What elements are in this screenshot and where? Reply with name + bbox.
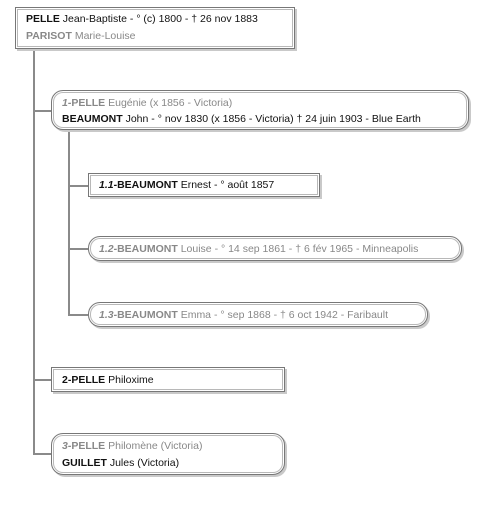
number: 2- — [62, 374, 72, 386]
surname: BEAUMONT — [62, 113, 123, 125]
grandchild-1-2-person — [99, 243, 418, 255]
child-1-couple-box[interactable] — [51, 90, 469, 130]
given-name: Ernest — [180, 179, 212, 191]
child-2-box[interactable] — [51, 367, 285, 392]
given-name: Marie-Louise — [74, 30, 136, 42]
number: 1.2- — [99, 243, 118, 255]
given-name: Philomène — [108, 440, 158, 452]
connector-grandchild-2 — [68, 248, 88, 250]
surname: PARISOT — [26, 30, 72, 42]
surname: PELLE — [26, 13, 60, 25]
child-3-person-1 — [62, 440, 202, 452]
connector-grandchild-3 — [68, 314, 88, 316]
grandchild-1-1-person — [99, 179, 274, 191]
connector-child-1 — [33, 110, 51, 112]
details: - ° nov 1830 (x 1856 - Victoria) † 24 juin 1903 - Blue Earth — [151, 113, 421, 125]
surname: PELLE — [71, 440, 106, 452]
number: 3- — [62, 440, 72, 452]
details: - ° août 1857 — [213, 179, 275, 191]
surname: BEAUMONT — [117, 309, 178, 321]
details: (Victoria) — [160, 440, 203, 452]
child-3-couple-box[interactable] — [51, 433, 285, 475]
child-3-person-2 — [62, 457, 179, 469]
child-2-person — [62, 374, 154, 386]
root-couple-box[interactable] — [15, 7, 295, 49]
connector-grandchild-1 — [68, 185, 88, 187]
details: (x 1856 - Victoria) — [149, 97, 233, 109]
root-person-2 — [26, 30, 136, 42]
connector-child-2 — [33, 379, 51, 381]
surname: PELLE — [71, 97, 106, 109]
given-name: John — [125, 113, 149, 125]
grandchild-1-2-box[interactable] — [88, 236, 462, 261]
surname: PELLE — [71, 374, 106, 386]
surname: BEAUMONT — [117, 179, 178, 191]
given-name: Eugénie — [108, 97, 147, 109]
given-name: Jean-Baptiste — [62, 13, 127, 25]
number: 1.1- — [99, 179, 118, 191]
details: - ° 14 sep 1861 - † 6 fév 1965 - Minneapolis — [214, 243, 419, 255]
number: 1.3- — [99, 309, 118, 321]
connector-child-3 — [33, 453, 51, 455]
given-name: Louise — [180, 243, 212, 255]
grandchild-1-3-person — [99, 309, 388, 321]
given-name: Emma — [180, 309, 212, 321]
details: (Victoria) — [137, 457, 180, 469]
given-name: Jules — [109, 457, 135, 469]
child-1-person-1 — [62, 97, 232, 109]
grandchild-1-1-box[interactable] — [88, 173, 320, 197]
child-1-person-2 — [62, 113, 421, 125]
details: - ° sep 1868 - † 6 oct 1942 - Faribault — [213, 309, 388, 321]
surname: GUILLET — [62, 457, 107, 469]
grandchild-1-3-box[interactable] — [88, 302, 428, 327]
surname: BEAUMONT — [117, 243, 178, 255]
branch-line — [68, 128, 70, 316]
root-person-1 — [26, 13, 258, 25]
details: - ° (c) 1800 - † 26 nov 1883 — [129, 13, 258, 25]
given-name: Philoxime — [108, 374, 154, 386]
number: 1- — [62, 97, 72, 109]
